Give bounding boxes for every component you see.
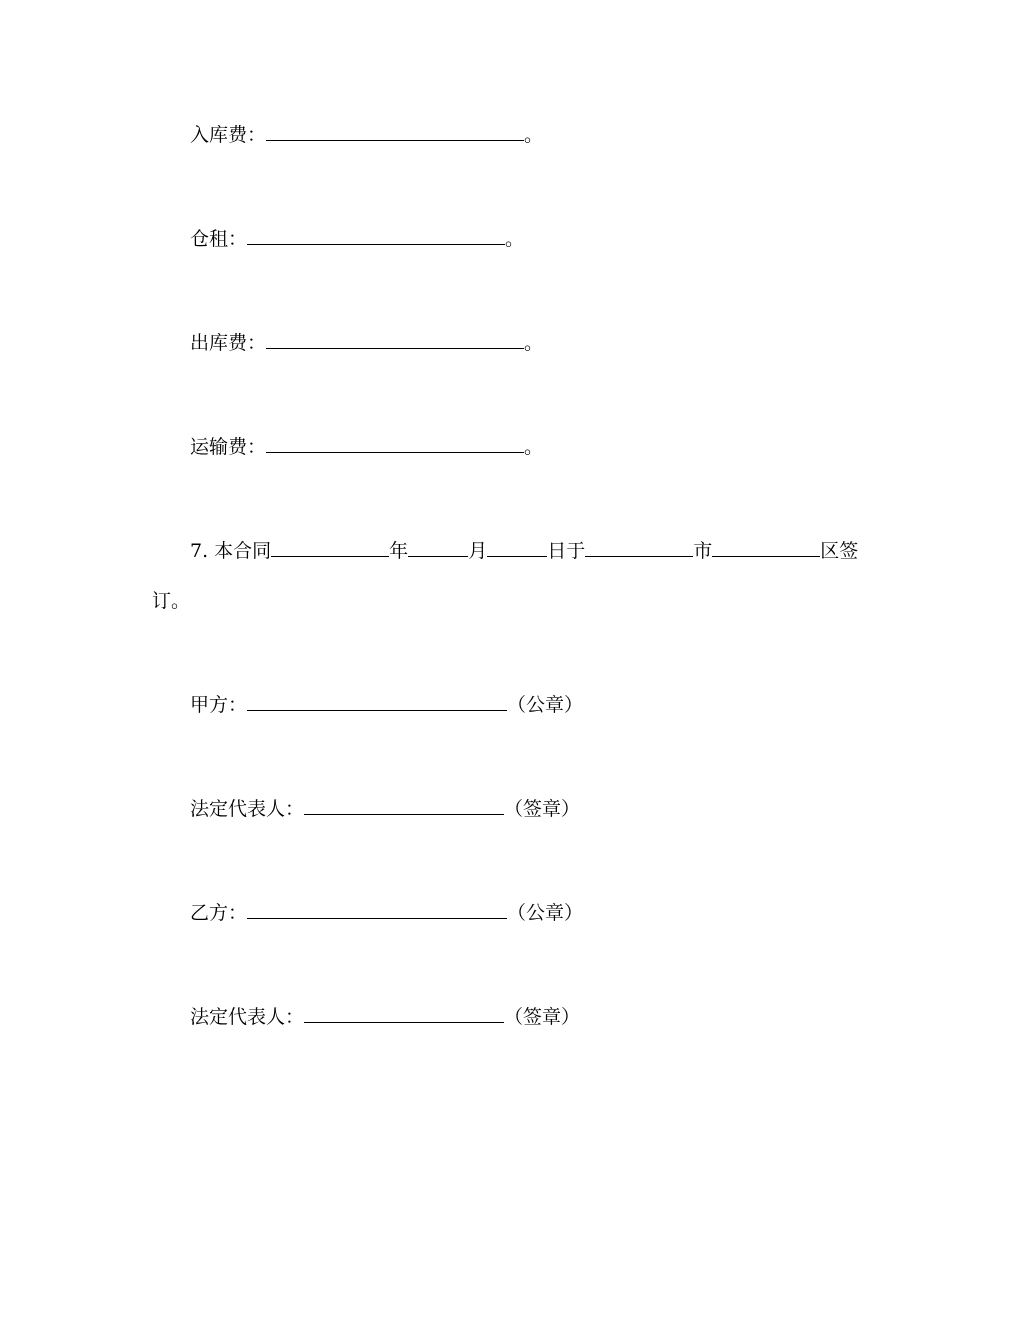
fee-end: 。 [505,228,525,250]
fee-label: 入库费： [190,124,267,146]
signature-note: （公章） [507,694,584,716]
year-blank[interactable] [271,540,389,557]
district-sign-label: 区签 [820,540,859,562]
signature-legal-rep-b [190,1006,580,1027]
year-label: 年 [389,540,409,562]
signature-note: （公章） [507,902,584,924]
signature-label: 乙方： [190,902,248,924]
clause-7-continuation: 订。 [152,590,191,612]
fee-label: 仓租： [190,228,248,250]
signature-label: 法定代表人： [190,1006,305,1028]
fill-blank[interactable] [266,332,524,349]
fee-line-storage-rent [190,228,524,249]
fee-label: 出库费： [190,332,267,354]
signature-label: 甲方： [190,694,248,716]
district-blank[interactable] [712,540,820,557]
fill-blank[interactable] [266,124,524,141]
fee-end: 。 [524,436,544,458]
fee-line-warehousing-out [190,332,543,353]
fill-blank[interactable] [247,694,507,711]
clause-prefix: 7. 本合同 [190,540,272,562]
clause-7-line [190,540,858,561]
month-label: 月 [468,540,488,562]
fill-blank[interactable] [247,228,505,245]
month-blank[interactable] [408,540,468,557]
signature-party-b [190,902,583,923]
fee-label: 运输费： [190,436,267,458]
fill-blank[interactable] [304,1006,504,1023]
day-label: 日于 [547,540,586,562]
signature-note: （签章） [504,1006,581,1028]
signature-label: 法定代表人： [190,798,305,820]
fill-blank[interactable] [304,798,504,815]
fee-end: 。 [524,332,544,354]
signature-legal-rep-a [190,798,580,819]
signature-party-a [190,694,583,715]
day-blank[interactable] [487,540,547,557]
fee-line-transport [190,436,543,457]
city-blank[interactable] [585,540,693,557]
signature-note: （签章） [504,798,581,820]
city-label: 市 [693,540,713,562]
fee-line-warehousing-in [190,124,543,145]
fill-blank[interactable] [247,902,507,919]
fill-blank[interactable] [266,436,524,453]
fee-end: 。 [524,124,544,146]
